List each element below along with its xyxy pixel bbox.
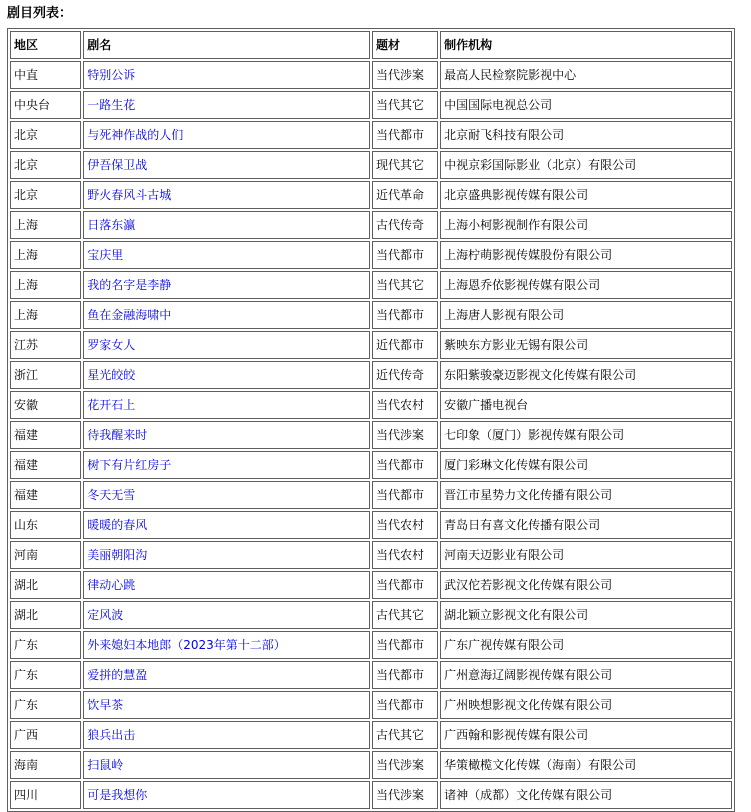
drama-title-link[interactable]: 花开石上 (87, 398, 136, 412)
genre-cell: 当代涉案 (372, 421, 438, 449)
drama-title-link[interactable]: 野火春风斗古城 (87, 188, 172, 202)
genre-cell: 当代都市 (372, 571, 438, 599)
drama-title-link[interactable]: 鱼在金融海啸中 (87, 308, 172, 322)
genre-cell: 当代农村 (372, 511, 438, 539)
drama-title-cell (83, 541, 370, 569)
region-cell: 中央台 (10, 91, 81, 119)
producer-cell: 七印象（厦门）影视传媒有限公司 (440, 421, 732, 449)
column-header-title: 剧名 (83, 31, 370, 59)
producer-cell: 上海唐人影视有限公司 (440, 301, 732, 329)
genre-cell: 当代都市 (372, 481, 438, 509)
table-row (10, 181, 732, 209)
producer-cell: 安徽广播电视台 (440, 391, 732, 419)
drama-title-link[interactable]: 美丽朝阳沟 (87, 548, 148, 562)
genre-cell: 当代涉案 (372, 61, 438, 89)
drama-title-cell (83, 451, 370, 479)
table-row (10, 61, 732, 89)
table-body (10, 61, 732, 809)
producer-cell: 武汉佗若影视文化传媒有限公司 (440, 571, 732, 599)
drama-title-cell (83, 391, 370, 419)
region-cell: 山东 (10, 511, 81, 539)
drama-title-cell (83, 271, 370, 299)
table-row (10, 481, 732, 509)
region-cell: 四川 (10, 781, 81, 809)
column-header-genre: 题材 (372, 31, 438, 59)
drama-title-cell (83, 181, 370, 209)
table-row (10, 601, 732, 629)
producer-cell: 中国国际电视总公司 (440, 91, 732, 119)
producer-cell: 广州映想影视文化传媒有限公司 (440, 691, 732, 719)
drama-title-cell (83, 781, 370, 809)
producer-cell: 诸神（成都）文化传媒有限公司 (440, 781, 732, 809)
genre-cell: 古代其它 (372, 721, 438, 749)
genre-cell: 当代其它 (372, 271, 438, 299)
table-row (10, 151, 732, 179)
genre-cell: 当代涉案 (372, 751, 438, 779)
genre-cell: 当代都市 (372, 451, 438, 479)
producer-cell: 上海恩乔依影视传媒有限公司 (440, 271, 732, 299)
drama-title-link[interactable]: 冬天无雪 (87, 488, 136, 502)
region-cell: 河南 (10, 541, 81, 569)
drama-title-link[interactable]: 日落东瀛 (87, 218, 136, 232)
genre-cell: 当代其它 (372, 91, 438, 119)
drama-title-cell (83, 721, 370, 749)
region-cell: 湖北 (10, 571, 81, 599)
drama-title-cell (83, 151, 370, 179)
drama-title-link[interactable]: 扫鼠岭 (87, 758, 124, 772)
region-cell: 中直 (10, 61, 81, 89)
table-row (10, 241, 732, 269)
drama-title-link[interactable]: 可是我想你 (87, 788, 148, 802)
table-row (10, 631, 732, 659)
drama-title-link[interactable]: 待我醒来时 (87, 428, 148, 442)
producer-cell: 厦门彩琳文化传媒有限公司 (440, 451, 732, 479)
drama-title-link[interactable]: 伊吾保卫战 (87, 158, 148, 172)
drama-title-link[interactable]: 与死神作战的人们 (87, 128, 184, 142)
producer-cell: 上海小柯影视制作有限公司 (440, 211, 732, 239)
table-row (10, 781, 732, 809)
drama-title-cell (83, 751, 370, 779)
genre-cell: 当代都市 (372, 691, 438, 719)
table-row (10, 721, 732, 749)
drama-title-link[interactable]: 罗家女人 (87, 338, 136, 352)
region-cell: 广西 (10, 721, 81, 749)
producer-cell: 紫映东方影业无锡有限公司 (440, 331, 732, 359)
drama-title-link[interactable]: 暖暖的春风 (87, 518, 148, 532)
region-cell: 福建 (10, 451, 81, 479)
producer-cell: 东阳紫骏豪迈影视文化传媒有限公司 (440, 361, 732, 389)
drama-title-link[interactable]: 宝庆里 (87, 248, 124, 262)
region-cell: 上海 (10, 271, 81, 299)
region-cell: 湖北 (10, 601, 81, 629)
drama-title-link[interactable]: 定风波 (87, 608, 124, 622)
producer-cell: 湖北颖立影视文化有限公司 (440, 601, 732, 629)
region-cell: 上海 (10, 211, 81, 239)
drama-title-cell (83, 691, 370, 719)
genre-cell: 当代涉案 (372, 781, 438, 809)
table-row (10, 211, 732, 239)
genre-cell: 近代革命 (372, 181, 438, 209)
drama-title-cell (83, 601, 370, 629)
genre-cell: 近代都市 (372, 331, 438, 359)
genre-cell: 古代其它 (372, 601, 438, 629)
drama-title-link[interactable]: 爱拼的慧盈 (87, 668, 148, 682)
table-row (10, 661, 732, 689)
drama-title-link[interactable]: 特别公诉 (87, 68, 136, 82)
producer-cell: 上海柠萌影视传媒股份有限公司 (440, 241, 732, 269)
table-row (10, 691, 732, 719)
region-cell: 安徽 (10, 391, 81, 419)
region-cell: 上海 (10, 301, 81, 329)
drama-list-table (7, 28, 735, 812)
genre-cell: 当代都市 (372, 121, 438, 149)
producer-cell: 广州意海辽阔影视传媒有限公司 (440, 661, 732, 689)
region-cell: 北京 (10, 151, 81, 179)
drama-title-cell (83, 331, 370, 359)
producer-cell: 最高人民检察院影视中心 (440, 61, 732, 89)
table-row (10, 571, 732, 599)
genre-cell: 近代传奇 (372, 361, 438, 389)
producer-cell: 华策橄榄文化传媒（海南）有限公司 (440, 751, 732, 779)
region-cell: 广东 (10, 631, 81, 659)
region-cell: 上海 (10, 241, 81, 269)
genre-cell: 当代都市 (372, 301, 438, 329)
table-row (10, 451, 732, 479)
drama-title-link[interactable]: 我的名字是李静 (87, 278, 172, 292)
table-row (10, 91, 732, 119)
drama-title-cell (83, 61, 370, 89)
producer-cell: 北京盛典影视传媒有限公司 (440, 181, 732, 209)
producer-cell: 北京耐飞科技有限公司 (440, 121, 732, 149)
drama-title-cell (83, 91, 370, 119)
producer-cell: 晋江市星势力文化传播有限公司 (440, 481, 732, 509)
table-row (10, 331, 732, 359)
table-row (10, 121, 732, 149)
genre-cell: 当代都市 (372, 661, 438, 689)
drama-title-cell (83, 241, 370, 269)
genre-cell: 当代农村 (372, 391, 438, 419)
producer-cell: 中视京彩国际影业（北京）有限公司 (440, 151, 732, 179)
genre-cell: 现代其它 (372, 151, 438, 179)
region-cell: 北京 (10, 181, 81, 209)
drama-title-cell (83, 571, 370, 599)
drama-title-link[interactable]: 狼兵出击 (87, 728, 136, 742)
column-header-producer: 制作机构 (440, 31, 732, 59)
drama-title-link[interactable]: 律动心跳 (87, 578, 136, 592)
table-row (10, 301, 732, 329)
column-header-region: 地区 (10, 31, 81, 59)
table-row (10, 361, 732, 389)
region-cell: 浙江 (10, 361, 81, 389)
genre-cell: 当代都市 (372, 241, 438, 269)
drama-title-cell (83, 631, 370, 659)
drama-title-link[interactable]: 树下有片红房子 (87, 458, 172, 472)
genre-cell: 当代农村 (372, 541, 438, 569)
producer-cell: 广东广视传媒有限公司 (440, 631, 732, 659)
drama-title-link[interactable]: 一路生花 (87, 98, 136, 112)
drama-title-link[interactable]: 外来媳妇本地郎（2023年第十二部） (87, 638, 286, 652)
drama-title-cell (83, 661, 370, 689)
region-cell: 广东 (10, 661, 81, 689)
region-cell: 福建 (10, 421, 81, 449)
page-title: 剧目列表： (7, 6, 73, 21)
producer-cell: 河南天迈影业有限公司 (440, 541, 732, 569)
drama-title-link[interactable]: 星光皎皎 (87, 368, 136, 382)
drama-title-link[interactable]: 饮早茶 (87, 698, 124, 712)
genre-cell: 当代都市 (372, 631, 438, 659)
region-cell: 江苏 (10, 331, 81, 359)
table-row (10, 541, 732, 569)
table-row (10, 511, 732, 539)
table-header-row (10, 31, 732, 59)
drama-title-cell (83, 421, 370, 449)
drama-title-cell (83, 301, 370, 329)
drama-title-cell (83, 361, 370, 389)
region-cell: 广东 (10, 691, 81, 719)
table-row (10, 271, 732, 299)
region-cell: 福建 (10, 481, 81, 509)
region-cell: 海南 (10, 751, 81, 779)
drama-title-cell (83, 481, 370, 509)
drama-title-cell (83, 121, 370, 149)
producer-cell: 广西翰和影视传媒有限公司 (440, 721, 732, 749)
table-row (10, 391, 732, 419)
table-row (10, 751, 732, 779)
drama-title-cell (83, 511, 370, 539)
region-cell: 北京 (10, 121, 81, 149)
genre-cell: 古代传奇 (372, 211, 438, 239)
table-row (10, 421, 732, 449)
producer-cell: 青岛日有喜文化传播有限公司 (440, 511, 732, 539)
drama-title-cell (83, 211, 370, 239)
